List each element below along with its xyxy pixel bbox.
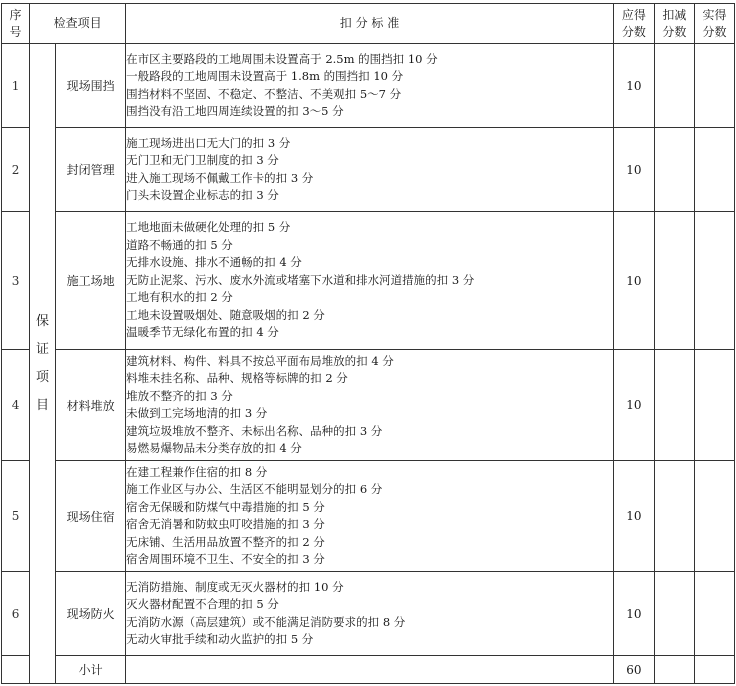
- header-score-line2: 分数: [621, 24, 646, 39]
- row-score: 10: [613, 128, 654, 212]
- table-row: [2, 44, 735, 128]
- row-criteria: [126, 461, 614, 572]
- header-seq-line2: 号: [9, 24, 22, 39]
- criteria-line: 灭火器材配置不合理的扣 5 分: [126, 597, 279, 611]
- criteria-line: 无排水设施、排水不通畅的扣 4 分: [126, 255, 302, 270]
- row-seq: 4: [2, 350, 30, 461]
- criteria-line: 建筑垃圾堆放不整齐、未标出名称、品种的扣 3 分: [126, 423, 383, 438]
- header-item: 检查项目: [30, 4, 126, 44]
- row-criteria: [126, 572, 614, 656]
- row-item: 施工场地: [56, 212, 126, 350]
- criteria-line: 围挡没有沿工地四周连续设置的扣 3～5 分: [126, 104, 344, 118]
- row-seq: 2: [2, 128, 30, 212]
- criteria-line: 在市区主要路段的工地周围未设置高于 2.5m 的围挡扣 10 分: [126, 51, 438, 66]
- subtotal-actual-input-cell[interactable]: [694, 656, 734, 684]
- category-char: 项: [36, 369, 50, 385]
- table-row: [2, 461, 735, 572]
- row-score: 10: [613, 461, 654, 572]
- deduct-input-cell[interactable]: [654, 461, 694, 572]
- criteria-line: 工地未设置吸烟处、随意吸烟的扣 2 分: [126, 307, 325, 322]
- header-seq-line1: 序: [9, 7, 22, 22]
- header-row: [2, 4, 735, 44]
- row-criteria: [126, 44, 614, 128]
- criteria-line: 围挡材料不坚固、不稳定、不整洁、不美观扣 5～7 分: [126, 86, 402, 101]
- header-score-line1: 应得: [621, 7, 646, 22]
- criteria-line: 施工现场进出口无大门的扣 3 分: [126, 135, 291, 150]
- row-criteria: [126, 212, 614, 350]
- header-deduct-line2: 分数: [662, 24, 687, 39]
- criteria-line: 工地地面未做硬化处理的扣 5 分: [126, 220, 291, 235]
- row-criteria: [126, 128, 614, 212]
- criteria-line: 一般路段的工地周围未设置高于 1.8m 的围挡扣 10 分: [126, 69, 404, 83]
- criteria-line: 在建工程兼作住宿的扣 8 分: [126, 464, 268, 479]
- header-score: [613, 4, 654, 44]
- header-criteria: 扣 分 标 准: [126, 4, 614, 44]
- subtotal-deduct-input-cell[interactable]: [654, 656, 694, 684]
- actual-input-cell[interactable]: [694, 572, 734, 656]
- row-item: 封闭管理: [56, 128, 126, 212]
- row-score: 10: [613, 572, 654, 656]
- subtotal-label: 小计: [56, 656, 126, 684]
- inspection-score-table: [1, 3, 735, 684]
- header-actual-line1: 实得: [702, 7, 727, 22]
- table-row: [2, 128, 735, 212]
- criteria-line: 无门卫和无门卫制度的扣 3 分: [126, 153, 279, 167]
- header-actual-line2: 分数: [702, 24, 727, 39]
- row-score: 10: [613, 212, 654, 350]
- criteria-line: 无动火审批手续和动火监护的扣 5 分: [126, 632, 314, 646]
- subtotal-score: 60: [613, 656, 654, 684]
- subtotal-row: [2, 656, 735, 684]
- table-row: [2, 572, 735, 656]
- actual-input-cell[interactable]: [694, 128, 734, 212]
- actual-input-cell[interactable]: [694, 350, 734, 461]
- criteria-line: 道路不畅通的扣 5 分: [126, 237, 233, 252]
- criteria-line: 施工作业区与办公、生活区不能明显划分的扣 6 分: [126, 482, 383, 496]
- table-row: [2, 212, 735, 350]
- row-item: 现场防火: [56, 572, 126, 656]
- category-char: 证: [36, 341, 50, 357]
- subtotal-criteria-cell: [126, 656, 614, 684]
- deduct-input-cell[interactable]: [654, 128, 694, 212]
- criteria-line: 建筑材料、构件、料具不按总平面布局堆放的扣 4 分: [126, 353, 394, 368]
- row-seq: 3: [2, 212, 30, 350]
- row-seq: 5: [2, 461, 30, 572]
- row-criteria: [126, 350, 614, 461]
- criteria-line: 温暖季节无绿化布置的扣 4 分: [126, 325, 279, 340]
- criteria-line: 门头未设置企业标志的扣 3 分: [126, 188, 279, 202]
- criteria-line: 无防止泥浆、污水、废水外流或堵塞下水道和排水河道措施的扣 3 分: [126, 272, 475, 287]
- deduct-input-cell[interactable]: [654, 44, 694, 128]
- criteria-line: 宿舍无消暑和防蚊虫叮咬措施的扣 3 分: [126, 517, 325, 531]
- deduct-input-cell[interactable]: [654, 572, 694, 656]
- header-seq: [2, 4, 30, 44]
- criteria-line: 无床铺、生活用品放置不整齐的扣 2 分: [126, 534, 325, 549]
- category-cell: [30, 44, 56, 684]
- row-score: 10: [613, 350, 654, 461]
- criteria-line: 易燃易爆物品未分类存放的扣 4 分: [126, 441, 302, 455]
- row-score: 10: [613, 44, 654, 128]
- actual-input-cell[interactable]: [694, 212, 734, 350]
- header-deduct-line1: 扣减: [662, 7, 687, 22]
- header-deduct: [654, 4, 694, 44]
- criteria-line: 无消防水源（高层建筑）或不能满足消防要求的扣 8 分: [126, 614, 406, 629]
- row-item: 现场住宿: [56, 461, 126, 572]
- row-item: 材料堆放: [56, 350, 126, 461]
- criteria-line: 堆放不整齐的扣 3 分: [126, 388, 233, 403]
- criteria-line: 进入施工现场不佩戴工作卡的扣 3 分: [126, 170, 314, 185]
- row-seq: 6: [2, 572, 30, 656]
- criteria-line: 未做到工完场地清的扣 3 分: [126, 406, 268, 420]
- header-actual: [694, 4, 734, 44]
- row-item: 现场围挡: [56, 44, 126, 128]
- table-row: [2, 350, 735, 461]
- criteria-line: 工地有积水的扣 2 分: [126, 290, 233, 305]
- criteria-line: 无消防措施、制度或无灭火器材的扣 10 分: [126, 579, 344, 594]
- category-char: 保: [36, 313, 50, 329]
- actual-input-cell[interactable]: [694, 44, 734, 128]
- row-seq: 1: [2, 44, 30, 128]
- criteria-line: 宿舍无保暖和防煤气中毒措施的扣 5 分: [126, 499, 325, 514]
- subtotal-seq-cell: [2, 656, 30, 684]
- actual-input-cell[interactable]: [694, 461, 734, 572]
- deduct-input-cell[interactable]: [654, 350, 694, 461]
- category-char: 目: [36, 397, 50, 413]
- criteria-line: 宿舍周围环境不卫生、不安全的扣 3 分: [126, 552, 325, 566]
- deduct-input-cell[interactable]: [654, 212, 694, 350]
- criteria-line: 料堆未挂名称、品种、规格等标牌的扣 2 分: [126, 371, 348, 385]
